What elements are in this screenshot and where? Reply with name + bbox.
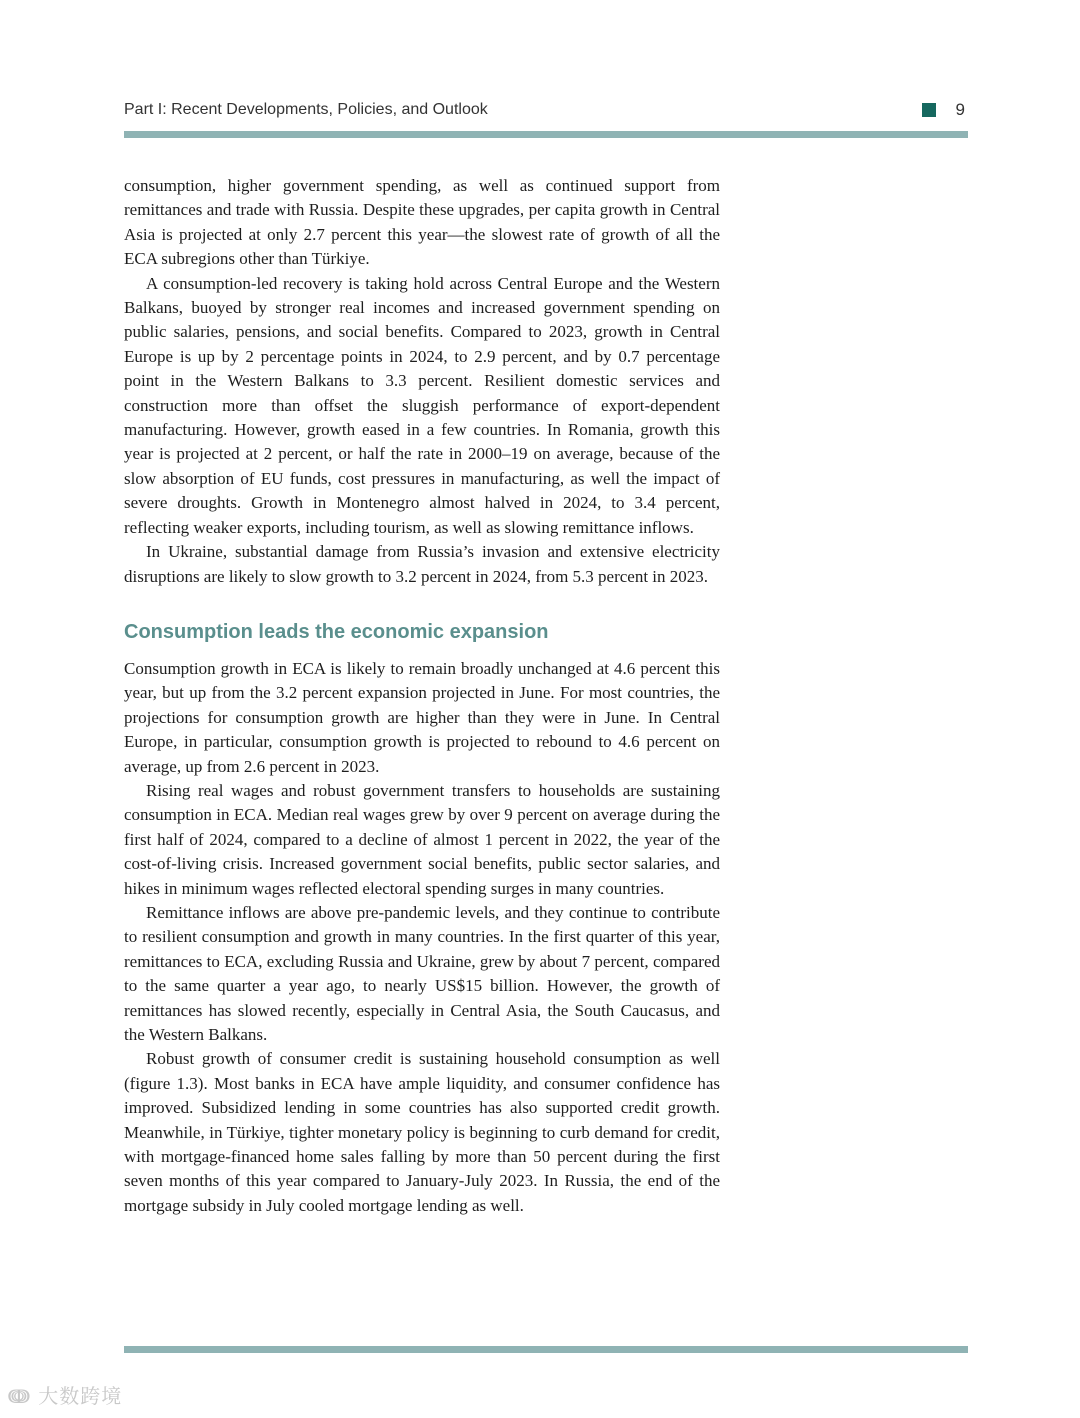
square-marker-icon (922, 103, 936, 117)
paragraph: Remittance inflows are above pre-pandemic levels, and they continue to contribute to resilient consumption and growth in many countries. In the first quarter of this year, remittances to ECA, excluding Russia and Ukraine, grew by about 7 percent, compared to the same quarter a year ago, to nearly US$15 billion. However, the growth of remittances has slowed recently, especially in Central Asia, the South Caucasus, and the Western Balkans. (124, 902, 720, 1044)
watermark (8, 1380, 122, 1409)
page-number: 9 (955, 100, 965, 119)
paragraph: Robust growth of consumer credit is sustaining household consumption as well (figure 1.3). Most banks in ECA have ample liquidity, and consumer confidence has improved. Subsidized lending in some countries has also supported credit growth. Meanwhile, in Türkiye, tighter monetary policy is beginning to curb demand for credit, with mortgage-financed home sales falling by more than 50 percent during the first seven months of this year compared to January-July 2023. In Russia, the end of the mortgage subsidy in July cooled mortgage lending as well. (124, 1049, 720, 1215)
paragraph: Consumption growth in ECA is likely to remain broadly unchanged at 4.6 percent this year, but up from the 3.2 percent expansion projected in June. For most countries, the projections for consumption growth are higher than they were in June. In Central Europe, in particular, consumption growth is projected to rebound to 4.6 percent on average, up from 2.6 percent in 2023. (124, 658, 720, 776)
part-title: Part I: Recent Developments, Policies, and Outlook (124, 101, 488, 118)
paragraph: In Ukraine, substantial damage from Russia’s invasion and extensive electricity disruptions are likely to slow growth to 3.2 percent in 2024, from 5.3 percent in 2023. (124, 542, 720, 586)
section-heading: Consumption leads the economic expansion (124, 620, 549, 643)
paragraph: consumption, higher government spending, as well as continued support from remittances and trade with Russia. Despite these upgrades, per capita growth in Central Asia is projected at only 2.7 percent this year—the slowest rate of growth of all the ECA subregions other than Türkiye. (124, 176, 720, 269)
paragraph: A consumption-led recovery is taking hold across Central Europe and the Western Balkans, buoyed by stronger real incomes and increased government spending on public salaries, pensions, and social benefits. Compared to 2023, growth in Central Europe is up by 2 percentage points in 2024, to 2.9 percent, and by 0.7 percentage point in the Western Balkans to 3.3 percent. Resilient domestic services and construction more than offset the sluggish performance of export-dependent manufacturing. However, growth eased in a few countries. In Romania, growth this year is projected at 2 percent, or half the rate in 2000–19 on average, because of the slow absorption of EU funds, cost pressures in manufacturing, as well the impact of severe droughts. Growth in Montenegro almost halved in 2024, to 3.4 percent, reflecting weaker exports, including tourism, as well as slowing remittance inflows. (124, 273, 720, 537)
header-rule (124, 131, 968, 138)
footer-rule (124, 1346, 968, 1353)
running-header (124, 99, 967, 123)
watermark-logo-icon: ↈ (8, 1384, 31, 1408)
paragraph: Rising real wages and robust government transfers to households are sustaining consumption in ECA. Median real wages grew by over 9 percent on average during the first half of 2024, compared to a decline of almost 1 percent in 2022, the year of the cost-of-living crisis. Increased government social benefits, public sector salaries, and hikes in minimum wages reflected electoral spending surges in many countries. (124, 780, 720, 898)
body-text (124, 174, 720, 1218)
watermark-text: 大数跨境 (38, 1384, 123, 1408)
